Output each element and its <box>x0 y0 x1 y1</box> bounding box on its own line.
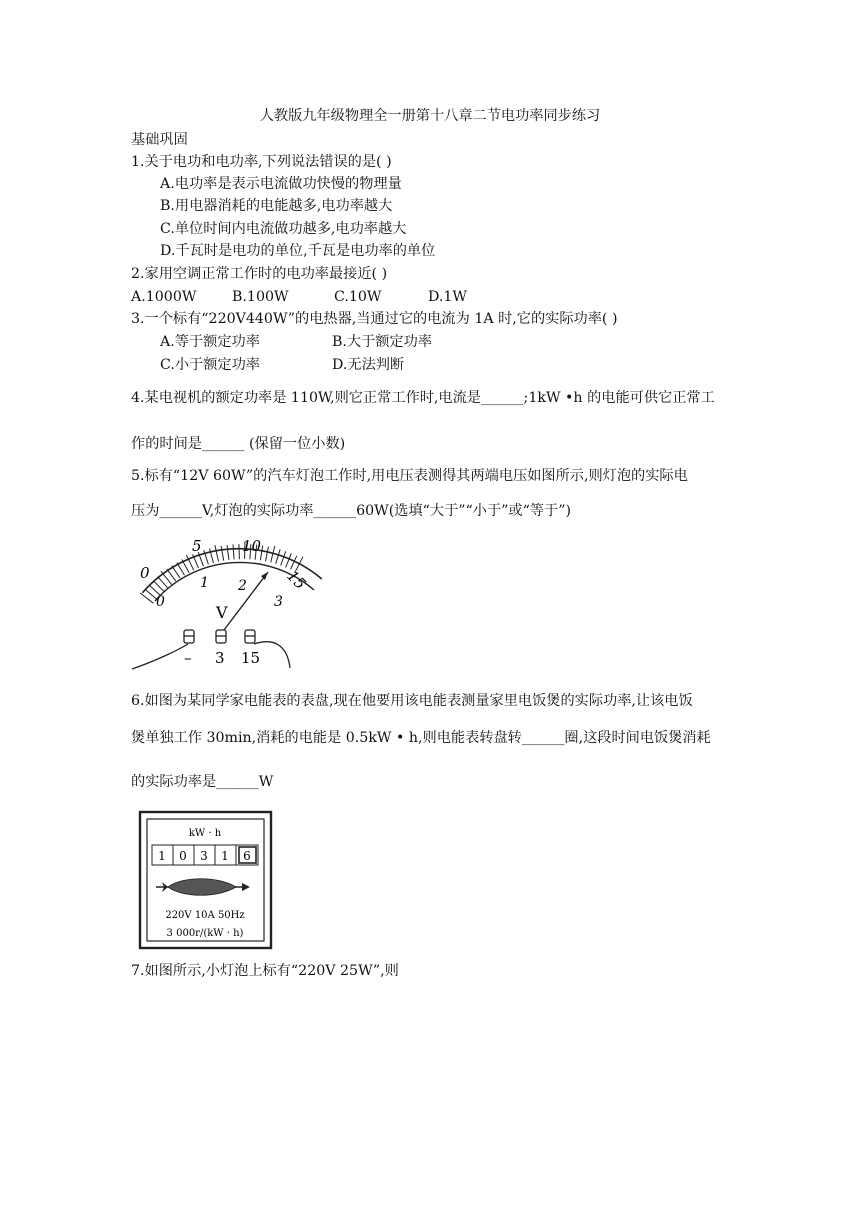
voltmeter-symbol: V <box>216 603 228 622</box>
meter-digit-3: 3 <box>200 849 208 863</box>
question-1-option-b: B.用电器消耗的电能越多,电功率越大 <box>160 198 393 214</box>
voltmeter-scale-tick <box>227 545 229 560</box>
question-7-stem: 7.如图所示,小灯泡上标有“220V 25W”,则 <box>131 963 399 979</box>
question-2-option-d: D.1W <box>428 289 467 305</box>
meter-digit-5: 6 <box>243 849 251 863</box>
question-1-stem: 1.关于电功和电功率,下列说法错误的是( ) <box>131 154 392 170</box>
voltmeter-lower-tick-3: 3 <box>274 594 283 610</box>
section-heading: 基础巩固 <box>131 132 188 148</box>
electric-meter-figure <box>138 810 273 950</box>
voltmeter-terminals <box>132 630 290 669</box>
question-2-option-c: C.10W <box>334 289 382 305</box>
voltmeter-scale-tick <box>177 563 185 576</box>
question-1-option-d: D.千瓦时是电功的单位,千瓦是电功率的单位 <box>160 243 436 259</box>
voltmeter-upper-tick-0: 0 <box>140 564 150 582</box>
question-4-line-2: 作的时间是______ (保留一位小数) <box>131 436 346 452</box>
voltmeter-scale-tick <box>172 566 180 578</box>
voltmeter-scale-tick <box>182 560 189 573</box>
question-2-stem: 2.家用空调正常工作时的电功率最接近( ) <box>131 266 388 282</box>
meter-digit-2: 0 <box>179 849 187 863</box>
voltmeter-lower-tick-0: 0 <box>156 594 165 610</box>
page-title: 人教版九年级物理全一册第十八章二节电功率同步练习 <box>259 108 601 124</box>
voltmeter-upper-tick-10: 10 <box>242 537 262 555</box>
question-4-line-1: 4.某电视机的额定功率是 110W,则它正常工作时,电流是______;1kW •h 的电能可供它正常工 <box>131 390 715 406</box>
voltmeter-lower-tick-1: 1 <box>200 575 209 591</box>
voltmeter-terminal-15: 15 <box>241 649 261 667</box>
question-3-option-d: D.无法判断 <box>332 357 405 373</box>
question-1-option-c: C.单位时间内电流做功越多,电功率越大 <box>160 221 407 237</box>
voltmeter-figure <box>128 532 330 672</box>
question-6-line-2: 煲单独工作 30min,消耗的电能是 0.5kW • h,则电能表转盘转______圈,这段时间电饭煲消耗 <box>131 730 711 746</box>
meter-spec: 220V 10A 50Hz <box>165 910 245 921</box>
question-2-option-b: B.100W <box>232 289 289 305</box>
voltmeter-scale-tick <box>221 546 224 561</box>
question-5-line-2: 压为______V,灯泡的实际功率______60W(选填“大于”“小于”或“等于”) <box>131 503 571 519</box>
voltmeter-scale-tick <box>281 551 286 565</box>
voltmeter-terminal-minus: – <box>184 649 192 667</box>
meter-rate: 3 000r/(kW · h) <box>166 928 244 939</box>
voltmeter-scale-tick <box>239 544 240 559</box>
voltmeter-upper-tick-15: 15 <box>283 566 310 593</box>
question-2-option-a: A.1000W <box>131 289 197 305</box>
voltmeter-lower-tick-2: 2 <box>238 578 247 594</box>
meter-unit: kW · h <box>188 828 222 839</box>
meter-digit-4: 1 <box>221 849 229 863</box>
voltmeter-scale-tick <box>276 550 280 564</box>
voltmeter-scale-tick <box>167 569 176 581</box>
question-3-option-a: A.等于额定功率 <box>160 334 260 350</box>
voltmeter-scale-tick <box>286 554 292 568</box>
question-3-stem: 3.一个标有“220V440W”的电热器,当通过它的电流为 1A 时,它的实际功率( ) <box>131 311 618 327</box>
voltmeter-scale-tick <box>215 545 219 562</box>
question-5-line-1: 5.标有“12V 60W”的汽车灯泡工作时,用电压表测得其两端电压如图所示,则灯泡的实际电 <box>131 468 688 484</box>
question-6-line-3: 的实际功率是______W <box>131 774 274 790</box>
voltmeter-upper-tick-5: 5 <box>192 537 202 555</box>
question-3-option-c: C.小于额定功率 <box>160 357 260 373</box>
question-6-line-1: 6.如图为某同学家电能表的表盘,现在他要用该电能表测量家里电饭煲的实际功率,让该电饭 <box>131 693 693 709</box>
question-1-option-a: A.电功率是表示电流做功快慢的物理量 <box>160 176 402 192</box>
voltmeter-scale-tick <box>233 544 234 559</box>
voltmeter-terminal-3: 3 <box>215 649 225 667</box>
voltmeter-scale-tick <box>266 547 269 562</box>
question-3-option-b: B.大于额定功率 <box>332 334 433 350</box>
meter-digit-1: 1 <box>158 849 166 863</box>
